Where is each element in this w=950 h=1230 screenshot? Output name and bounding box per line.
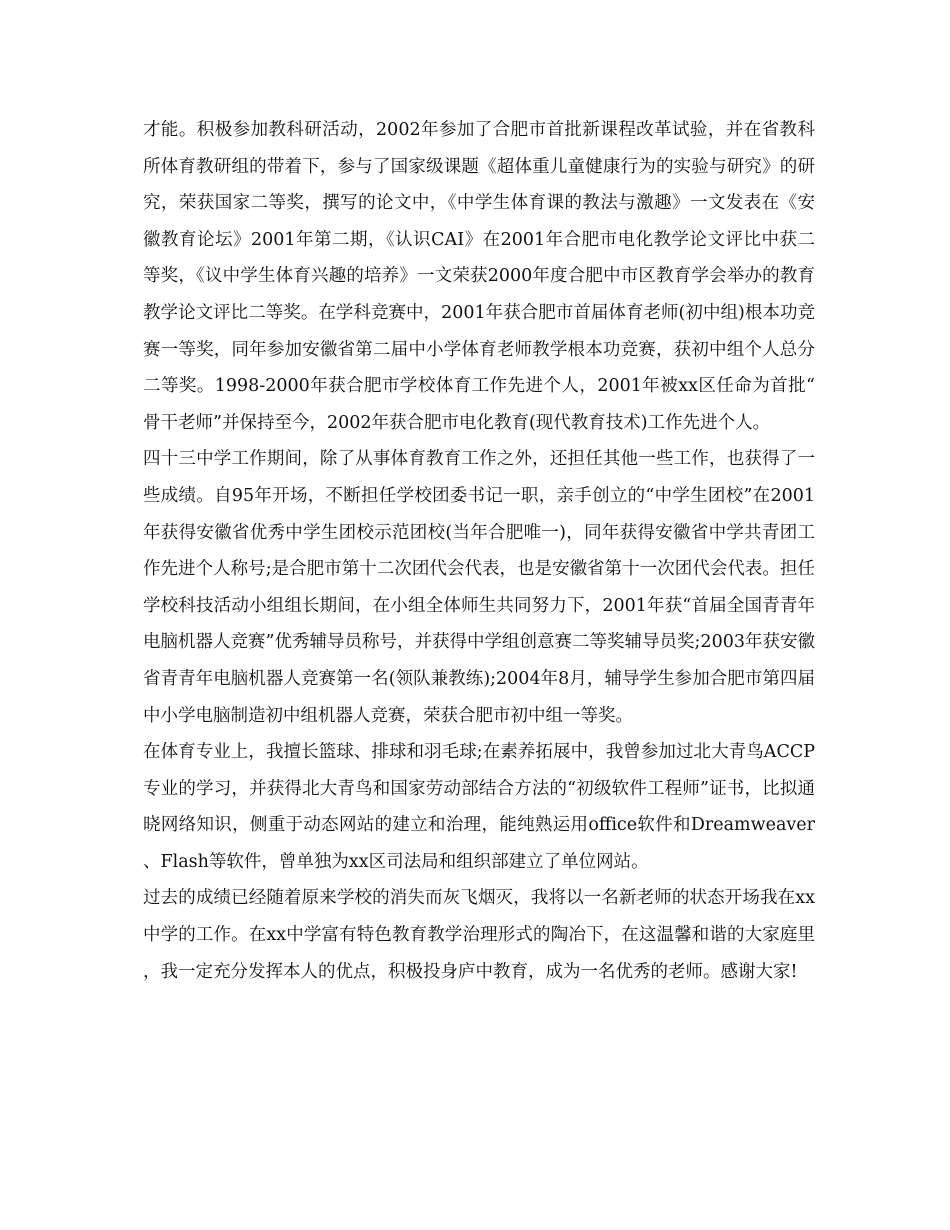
- paragraph-closing: 过去的成绩已经随着原来学校的消失而灰飞烟灭，我将以一名新老师的状态开场我在xx中学的工作。在xx中学富有特色教育教学治理形式的陶冶下，在这温馨和谐的大家庭里，我一定充分发挥本人的优点，积极投身庐中教育，成为一名优秀的老师。感谢大家!: [143, 888, 815, 982]
- document-body: [143, 112, 815, 990]
- paragraph-school-work: 四十三中学工作期间，除了从事体育教育工作之外，还担任其他一些工作，也获得了一些成绩。自95年开场，不断担任学校团委书记一职，亲手创立的“中学生团校”在2001年获得安徽省优秀中学生团校示范团校(当年合肥唯一)，同年获得安徽省中学共青团工作先进个人称号;是合肥市第十二次团代会代表，也是安徽省第十一次团代会代表。担任学校科技活动小组组长期间，在小组全体师生共同努力下，2001年获“首届全国青青年电脑机器人竞赛”优秀辅导员称号，并获得中学组创意赛二等奖辅导员奖;2003年获安徽省青青年电脑机器人竞赛第一名(领队兼教练);2004年8月，辅导学生参加合肥市第四届中小学电脑制造初中组机器人竞赛，荣获合肥市初中组一等奖。: [143, 449, 815, 726]
- paragraph-achievements: 才能。积极参加教科研活动，2002年参加了合肥市首批新课程改革试验，并在省教科所体育教研组的带着下，参与了国家级课题《超体重儿童健康行为的实验与研究》的研究，荣获国家二等奖，撰写的论文中，《中学生体育课的教法与激趣》一文发表在《安徽教育论坛》2001年第二期，《认识CAI》在2001年合肥市电化教学论文评比中获二等奖，《议中学生体育兴趣的培养》一文荣获2000年度合肥中市区教育学会举办的教育教学论文评比二等奖。在学科竞赛中，2001年获合肥市首届体育老师(初中组)根本功竞赛一等奖，同年参加安徽省第二届中小学体育老师教学根本功竞赛，获初中组个人总分二等奖。1998-2000年获合肥市学校体育工作先进个人，2001年被xx区任命为首批“骨干老师”并保持至今，2002年获合肥市电化教育(现代教育技术)工作先进个人。: [143, 120, 815, 433]
- paragraph-skills: 在体育专业上，我擅长篮球、排球和羽毛球;在素养拓展中，我曾参加过北大青鸟ACCP专业的学习，并获得北大青鸟和国家劳动部结合方法的“初级软件工程师”证书，比拟通晓网络知识，侧重于动态网站的建立和治理，能纯熟运用office软件和Dreamweaver、Flash等软件，曾单独为xx区司法局和组织部建立了单位网站。: [143, 742, 815, 872]
